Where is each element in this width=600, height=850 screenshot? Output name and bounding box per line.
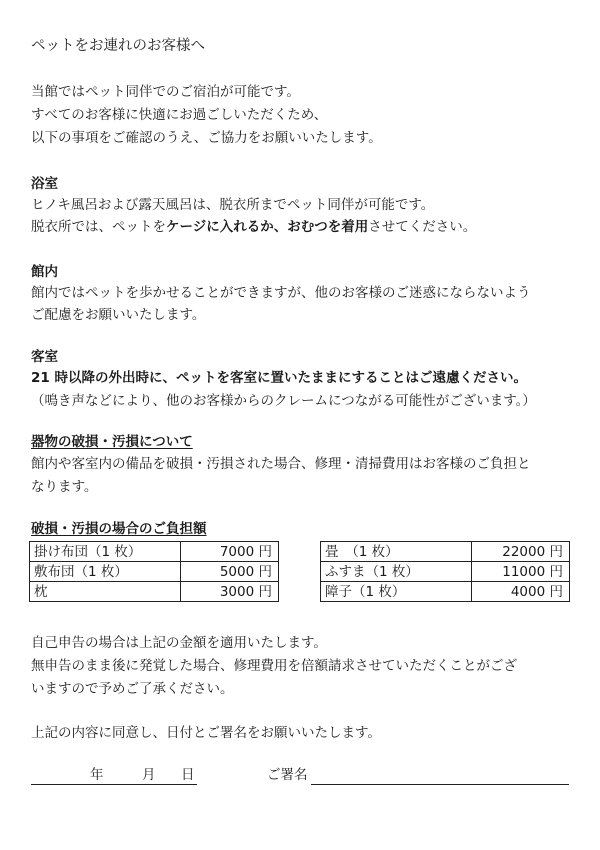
intro-line-3: 以下の事項をご確認のうえ、ご協力をお願いいたします。: [31, 130, 382, 146]
fee-price: 5000 円: [181, 562, 279, 582]
signature-label: ご署名: [267, 767, 308, 783]
bath-line-2: [31, 218, 476, 236]
signature-row: [31, 766, 571, 786]
bath-heading: 浴室: [31, 176, 58, 192]
hall-line-2: ご配慮をお願いいたします。: [31, 307, 206, 323]
fee-item: 掛け布団（1 枚）: [30, 542, 181, 562]
bath-line-2-post: させてください。: [368, 219, 477, 235]
damage-heading: 器物の破損・汚損について: [31, 434, 193, 450]
page-title: ペットをお連れのお客様へ: [31, 38, 205, 54]
table-row: [321, 582, 570, 602]
damage-line-2: なります。: [31, 479, 98, 495]
consent-text: 上記の内容に同意し、日付とご署名をお願いいたします。: [31, 725, 381, 741]
fee-item: 障子（1 枚）: [321, 582, 472, 602]
date-day-label: 日: [181, 767, 195, 783]
date-year-label: 年: [90, 767, 104, 783]
fee-item: 枕: [30, 582, 181, 602]
table-row: [30, 562, 279, 582]
bath-line-1: ヒノキ風呂および露天風呂は、脱衣所までペット同伴が可能です。: [31, 197, 435, 213]
room-line-1: 21 時以降の外出時に、ペットを客室に置いたままにすることはご遠慮ください。: [31, 370, 527, 386]
date-field[interactable]: [31, 784, 197, 785]
table-row: [321, 562, 570, 582]
fee-price: 22000 円: [472, 542, 570, 562]
fee-price: 7000 円: [181, 542, 279, 562]
notes-line-2: 無申告のまま後に発覚した場合、修理費用を倍額請求させていただくことがござ: [31, 658, 517, 674]
fee-price: 11000 円: [472, 562, 570, 582]
fee-price: 3000 円: [181, 582, 279, 602]
fee-item: 畳 （1 枚）: [321, 542, 472, 562]
notes-line-3: いますので予めご了承ください。: [31, 681, 234, 697]
room-heading: 客室: [31, 349, 58, 365]
room-line-2: （鳴き声などにより、他のお客様からのクレームにつながる可能性がございます。）: [31, 393, 536, 409]
damage-line-1: 館内や客室内の備品を破損・汚損された場合、修理・清掃費用はお客様のご負担と: [31, 456, 531, 472]
intro-line-1: 当館ではペット同伴でのご宿泊が可能です。: [31, 84, 300, 100]
table-row: [30, 542, 279, 562]
signature-field[interactable]: [311, 784, 569, 785]
table-row: [30, 582, 279, 602]
bath-line-2-emphasis: ケージに入れるか、おむつを着用: [166, 219, 369, 235]
fee-table-left: [29, 541, 279, 602]
notes-line-1: 自己申告の場合は上記の金額を適用いたします。: [31, 635, 327, 651]
fee-table-right: [320, 541, 570, 602]
fees-heading: 破損・汚損の場合のご負担額: [31, 521, 207, 537]
table-row: [321, 542, 570, 562]
date-month-label: 月: [142, 767, 156, 783]
fee-item: 敷布団（1 枚）: [30, 562, 181, 582]
fee-item: ふすま（1 枚）: [321, 562, 472, 582]
hall-heading: 館内: [31, 264, 58, 280]
hall-line-1: 館内ではペットを歩かせることができますが、他のお客様のご迷惑にならないよう: [31, 285, 531, 301]
fee-price: 4000 円: [472, 582, 570, 602]
intro-line-2: すべてのお客様に快適にお過ごしいただくため、: [31, 107, 328, 123]
bath-line-2-pre: 脱衣所では、ペットを: [31, 219, 166, 235]
